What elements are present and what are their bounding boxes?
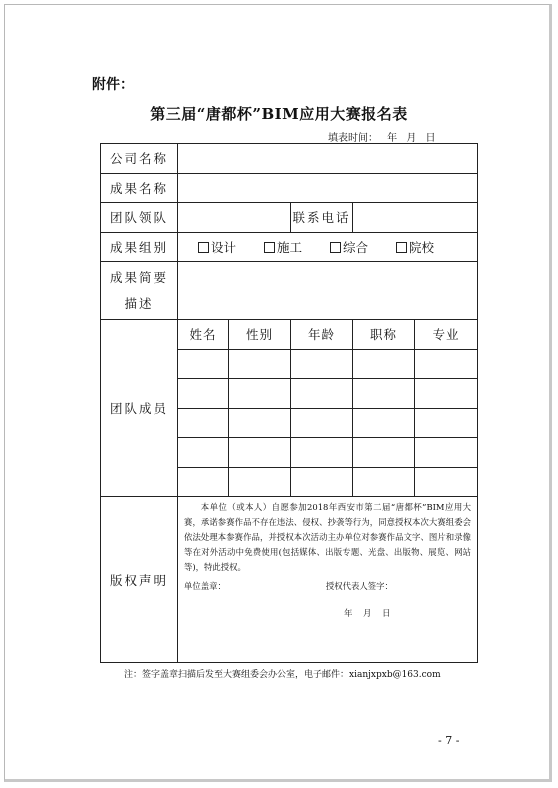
member-cell[interactable] [178, 349, 229, 379]
company-label: 公司名称 [101, 144, 178, 174]
checkbox-construction[interactable] [264, 242, 275, 253]
phone-label: 联系电话 [291, 203, 353, 233]
member-cell[interactable] [229, 438, 291, 468]
member-cell[interactable] [291, 438, 353, 468]
header-age: 年龄 [291, 320, 353, 350]
team-lead-field[interactable] [178, 203, 291, 233]
member-cell[interactable] [415, 408, 478, 438]
members-label: 团队成员 [101, 320, 178, 497]
member-cell[interactable] [229, 408, 291, 438]
member-cell[interactable] [353, 467, 415, 497]
option-construction-label: 施工 [277, 239, 303, 255]
header-title: 职称 [353, 320, 415, 350]
option-comprehensive[interactable] [330, 238, 368, 256]
member-cell[interactable] [415, 438, 478, 468]
member-cell[interactable] [178, 379, 229, 409]
member-cell[interactable] [353, 408, 415, 438]
sign-date: 年 月 日 [344, 608, 391, 618]
signature-line [184, 579, 471, 594]
result-field[interactable] [178, 173, 478, 203]
checkbox-comprehensive[interactable] [330, 242, 341, 253]
header-name: 姓名 [178, 320, 229, 350]
option-college-label: 院校 [409, 239, 435, 255]
summary-label-line-1: 成果简要 [109, 269, 168, 285]
footer-note: 注：签字盖章扫描后发至大赛组委会办公室，电子邮件：xianjxpxb@163.com [124, 670, 441, 680]
form-title: 第三届“唐都杯”BIM应用大赛报名表 [150, 105, 408, 123]
checkbox-design[interactable] [198, 242, 209, 253]
member-cell[interactable] [291, 379, 353, 409]
result-label: 成果名称 [101, 173, 178, 203]
company-field[interactable] [178, 144, 478, 174]
summary-label [101, 262, 178, 320]
checkbox-college[interactable] [396, 242, 407, 253]
phone-field[interactable] [353, 203, 478, 233]
registration-form [100, 143, 478, 663]
member-cell[interactable] [291, 408, 353, 438]
member-cell[interactable] [178, 408, 229, 438]
header-gender: 性别 [229, 320, 291, 350]
header-major: 专业 [415, 320, 478, 350]
group-label: 成果组别 [101, 232, 178, 262]
copyright-text: 本单位（或本人）自愿参加2018年西安市第二届“唐都杯”BIM应用大赛，承诺参赛作品不存在违法、侵权、抄袭等行为，同意授权本次大赛组委会依法处理本参赛作品，并授权本次活动主办单位对参赛作品文字、图片和录像等在对外活动中免费使用(包括媒体、出版专题、光盘、出版物、展览、网站等)，特此授权。 [184, 502, 472, 572]
fill-time: 填表时间： 年 月 日 [328, 133, 436, 144]
copyright-label: 版权声明 [101, 497, 178, 663]
page-number: - 7 - [438, 734, 460, 747]
member-cell[interactable] [415, 379, 478, 409]
summary-field[interactable] [178, 262, 478, 320]
member-cell[interactable] [353, 438, 415, 468]
option-design[interactable] [198, 238, 236, 256]
member-cell[interactable] [229, 349, 291, 379]
member-cell[interactable] [291, 349, 353, 379]
option-college[interactable] [396, 238, 434, 256]
member-cell[interactable] [178, 438, 229, 468]
member-cell[interactable] [291, 467, 353, 497]
member-cell[interactable] [353, 349, 415, 379]
signature-label: 授权代表人签字： [325, 581, 393, 591]
copyright-cell [178, 497, 478, 663]
group-options [178, 232, 478, 262]
option-comprehensive-label: 综合 [343, 239, 369, 255]
attachment-label: 附件： [92, 77, 134, 93]
member-cell[interactable] [229, 379, 291, 409]
option-construction[interactable] [264, 238, 302, 256]
seal-label: 单位盖章： [184, 581, 226, 591]
option-design-label: 设计 [211, 239, 237, 255]
team-lead-label: 团队领队 [101, 203, 178, 233]
member-cell[interactable] [415, 349, 478, 379]
summary-label-line-2: 描述 [124, 295, 154, 311]
member-cell[interactable] [353, 379, 415, 409]
member-cell[interactable] [178, 467, 229, 497]
member-cell[interactable] [229, 467, 291, 497]
member-cell[interactable] [415, 467, 478, 497]
